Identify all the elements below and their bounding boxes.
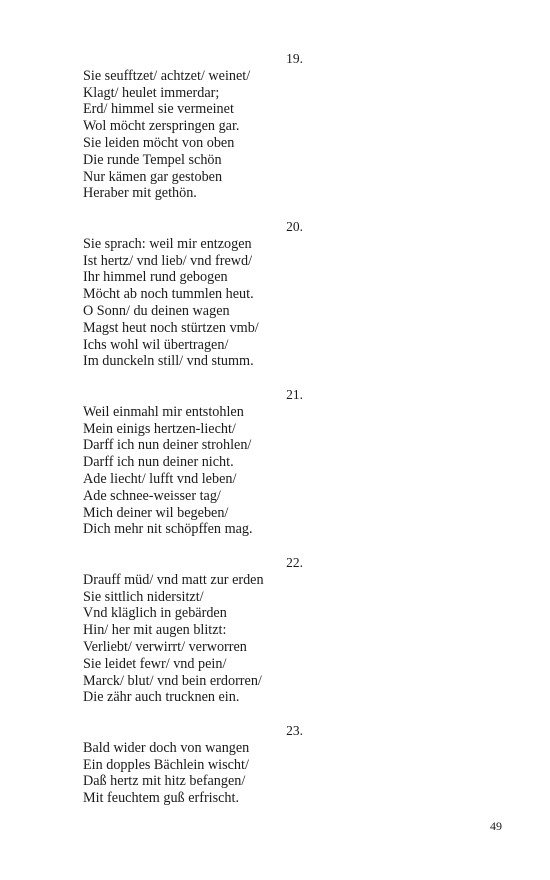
stanza-number: 23. [286, 723, 303, 738]
verse-line: Dich mehr nit schöpffen mag. [83, 521, 253, 538]
stanza-number: 20. [286, 219, 303, 234]
verse-line: Nur kämen gar gestoben [83, 168, 223, 185]
stanza-22 [83, 555, 308, 706]
verse-line: Ist hertz/ vnd lieb/ vnd frewd/ [83, 252, 253, 269]
verse-line: Ade liecht/ lufft vnd leben/ [83, 470, 237, 487]
verse-line: Sie seufftzet/ achtzet/ weinet/ [83, 67, 251, 84]
verse-line: Erd/ himmel sie vermeinet [83, 101, 234, 118]
verse-line: Sie leiden möcht von oben [83, 134, 235, 151]
page-number: 49 [490, 819, 502, 833]
verse-line: Drauff müd/ vnd matt zur erden [83, 571, 264, 588]
verse-line: Ichs wohl wil übertragen/ [83, 336, 229, 353]
verse-line: Bald wider doch von wangen [83, 739, 250, 756]
verse-line: Hin/ her mit augen blitzt: [83, 622, 227, 639]
verse-line: Sie sprach: weil mir entzogen [83, 235, 252, 252]
verse-line: Möcht ab noch tummlen heut. [83, 286, 254, 303]
verse-line: Sie sittlich nidersitzt/ [83, 588, 204, 605]
verse-line: Mein einigs hertzen-liecht/ [83, 420, 236, 437]
stanza-20 [83, 219, 308, 370]
stanza-number: 22. [286, 555, 303, 570]
verse-line: Darff ich nun deiner nicht. [83, 454, 234, 471]
verse-line: Marck/ blut/ vnd bein erdorren/ [83, 672, 262, 689]
verse-line: O Sonn/ du deinen wagen [83, 302, 230, 319]
verse-line: Die zähr auch trucknen ein. [83, 689, 240, 706]
verse-line: Heraber mit gethön. [83, 185, 197, 202]
stanza-23 [83, 723, 308, 807]
verse-line: Ade schnee-weisser tag/ [83, 487, 221, 504]
verse-line: Magst heut noch stürtzen vmb/ [83, 319, 259, 336]
verse-line: Ihr himmel rund gebogen [83, 269, 228, 286]
stanza-number: 21. [286, 387, 303, 402]
verse-line: Klagt/ heulet immerdar; [83, 84, 220, 101]
stanza-21 [83, 387, 308, 538]
verse-line: Die runde Tempel schön [83, 151, 222, 168]
stanza-number: 19. [286, 51, 303, 66]
verse-line: Darff ich nun deiner strohlen/ [83, 437, 252, 454]
verse-line: Verliebt/ verwirrt/ verworren [83, 638, 247, 655]
verse-line: Sie leidet fewr/ vnd pein/ [83, 655, 227, 672]
verse-line: Mit feuchtem guß erfrischt. [83, 790, 240, 807]
verse-line: Weil einmahl mir entstohlen [83, 403, 244, 420]
verse-line: Wol möcht zerspringen gar. [83, 118, 240, 135]
verse-line: Mich deiner wil begeben/ [83, 504, 229, 521]
verse-line: Im dunckeln still/ vnd stumm. [83, 353, 254, 370]
verse-line: Ein dopples Bächlein wischt/ [83, 756, 249, 773]
stanza-19 [83, 51, 308, 202]
verse-line: Vnd kläglich in gebärden [83, 605, 227, 622]
verse-line: Daß hertz mit hitz befangen/ [83, 773, 246, 790]
